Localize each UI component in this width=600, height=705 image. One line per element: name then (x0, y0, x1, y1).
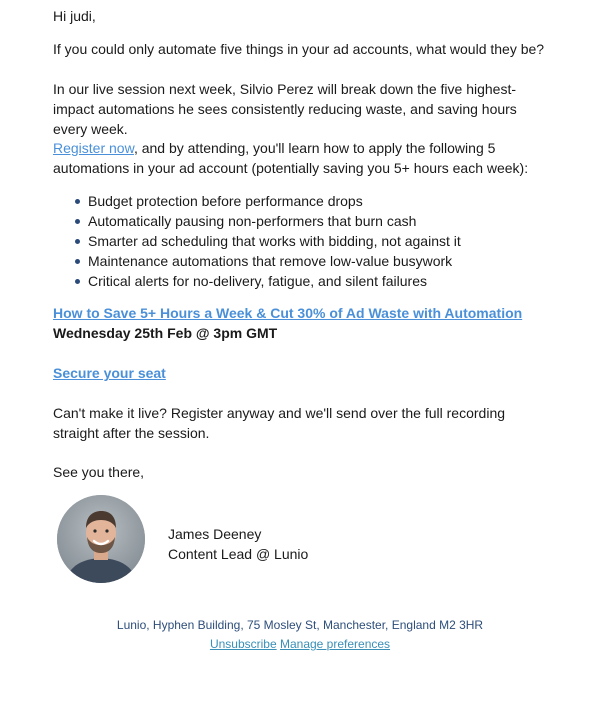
list-item: Budget protection before performance drops (88, 191, 461, 211)
unsubscribe-link[interactable]: Unsubscribe (209, 637, 277, 651)
signature-role: Content Lead @ Lunio (168, 546, 309, 562)
list-item: Automatically pausing non-performers that burn cash (88, 211, 461, 231)
secure-seat-link[interactable]: Secure your seat (53, 365, 166, 381)
list-item: Smarter ad scheduling that works with bidding, not against it (88, 233, 461, 249)
session-paragraph: In our live session next week, Silvio Perez will break down the five highest-impact automations he sees consistently reducing waste, and saving hours every week. (53, 81, 517, 137)
event-title-link[interactable]: How to Save 5+ Hours a Week & Cut 30% of Ad Waste with Automation (53, 305, 523, 321)
signoff: See you there, (53, 464, 145, 480)
register-text: , and by attending, you'll learn how to apply the following 5 automations in your ad account (potentially saving you 5+ hours each week): (53, 140, 529, 176)
event-date: Wednesday 25th Feb @ 3pm GMT (53, 325, 278, 341)
list-item: Critical alerts for no-delivery, fatigue, and silent failures (88, 271, 461, 291)
footer-links (0, 634, 600, 654)
list-item: Maintenance automations that remove low-value busywork (88, 251, 461, 271)
footer-address: Lunio, Hyphen Building, 75 Mosley St, Manchester, England M2 3HR (116, 618, 484, 632)
register-now-link[interactable]: Register now (53, 140, 134, 156)
avatar (57, 495, 145, 583)
manage-preferences-link[interactable]: Manage preferences (279, 637, 391, 651)
automation-list (53, 191, 461, 291)
intro-question: If you could only automate five things in your ad accounts, what would they be? (53, 41, 545, 57)
person-photo-icon (57, 495, 145, 583)
greeting: Hi judi, (53, 8, 96, 24)
register-paragraph (53, 138, 553, 178)
recording-paragraph: Can't make it live? Register anyway and we'll send over the full recording straight after the session. (53, 405, 506, 441)
signature-name: James Deeney (168, 526, 262, 542)
